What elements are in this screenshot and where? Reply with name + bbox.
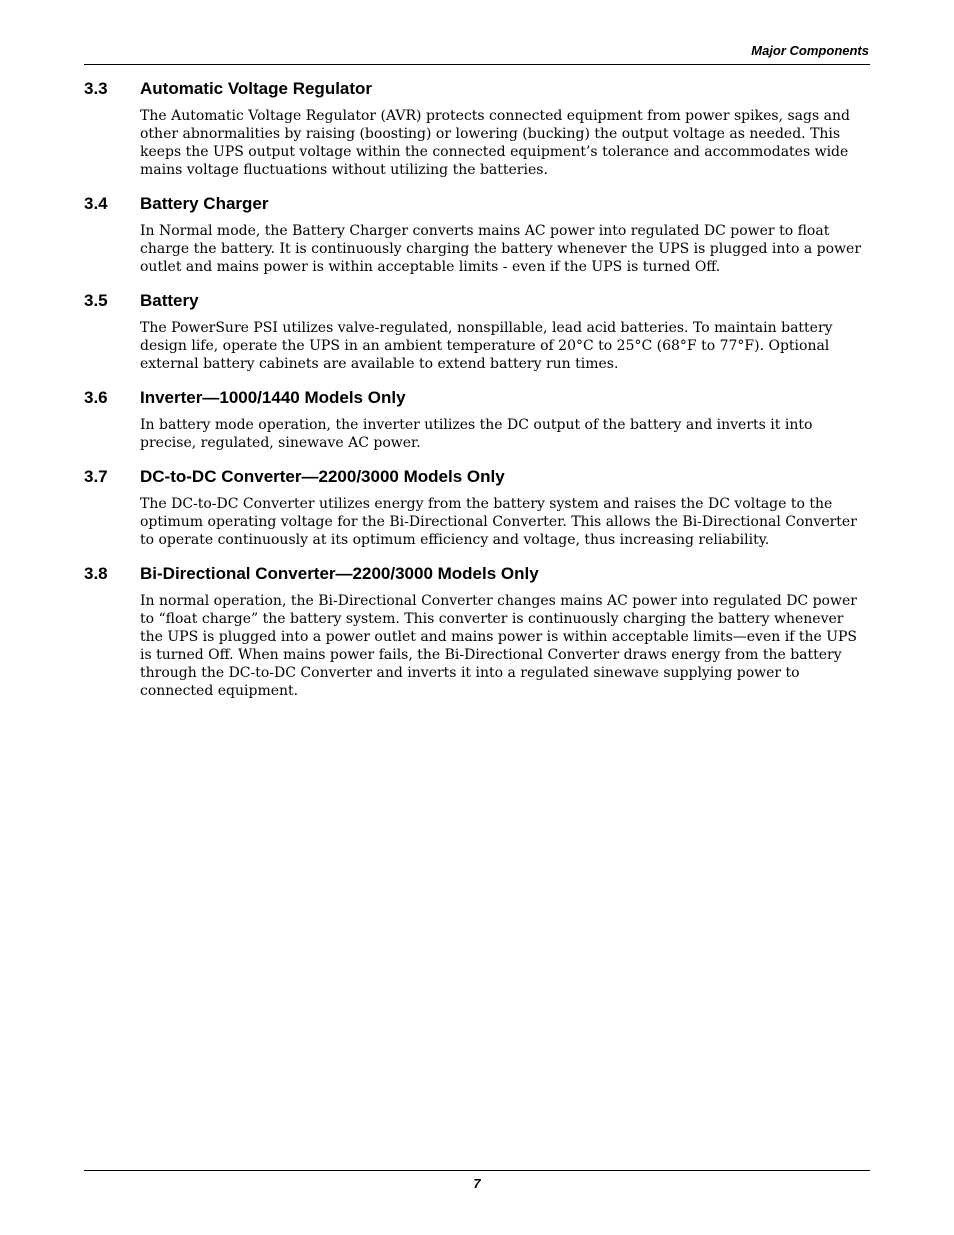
- header-rule: [84, 64, 870, 65]
- page-number: 7: [473, 1176, 481, 1191]
- page-content: [84, 78, 870, 714]
- section-heading: [84, 290, 870, 312]
- section-number: 3.5: [84, 291, 108, 310]
- section-number: 3.8: [84, 564, 108, 583]
- footer-rule: [84, 1170, 870, 1171]
- running-header: Major Components: [751, 43, 869, 58]
- section-paragraph: The PowerSure PSI utilizes valve-regulated, nonspillable, lead acid batteries. To maintain battery design life, operate the UPS in an ambient temperature of 20°C to 25°C (68°F to 77°F). Optional external battery cabinets are available to extend battery run times.: [140, 320, 833, 372]
- section-title: Bi-Directional Converter—2200/3000 Models Only: [140, 564, 539, 583]
- section-heading: [84, 78, 870, 100]
- section-3-5: [84, 290, 870, 373]
- section-paragraph: The DC-to-DC Converter utilizes energy from the battery system and raises the DC voltage to the optimum operating voltage for the Bi-Directional Converter. This allows the Bi-Directional Converter to operate continuously at its optimum efficiency and voltage, thus increasing reliability.: [140, 496, 857, 548]
- section-paragraph: In Normal mode, the Battery Charger converts mains AC power into regulated DC power to float charge the battery. It is continuously charging the battery whenever the UPS is plugged into a power outlet and mains power is within acceptable limits - even if the UPS is turned Off.: [140, 223, 862, 275]
- section-heading: [84, 563, 870, 585]
- section-paragraph: The Automatic Voltage Regulator (AVR) protects connected equipment from power spikes, sags and other abnormalities by raising (boosting) or lowering (bucking) the output voltage as needed. This keeps the UPS output voltage within the connected equipment’s tolerance and accommodates wide mains voltage fluctuations without utilizing the batteries.: [140, 108, 850, 178]
- section-heading: [84, 387, 870, 409]
- section-number: 3.6: [84, 388, 108, 407]
- section-title: Inverter—1000/1440 Models Only: [140, 388, 406, 407]
- section-title: Battery Charger: [140, 194, 269, 213]
- section-paragraph: In battery mode operation, the inverter utilizes the DC output of the battery and inverts it into precise, regulated, sinewave AC power.: [140, 417, 813, 451]
- section-3-8: [84, 563, 870, 700]
- section-3-4: [84, 193, 870, 276]
- section-title: Battery: [140, 291, 199, 310]
- section-3-7: [84, 466, 870, 549]
- section-3-3: [84, 78, 870, 179]
- section-heading: [84, 193, 870, 215]
- section-number: 3.7: [84, 467, 108, 486]
- section-title: DC-to-DC Converter—2200/3000 Models Only: [140, 467, 505, 486]
- section-heading: [84, 466, 870, 488]
- section-title: Automatic Voltage Regulator: [140, 79, 373, 98]
- section-paragraph: In normal operation, the Bi-Directional Converter changes mains AC power into regulated DC power to “float charge” the battery system. This converter is continuously charging the battery whenever the UPS is plugged into a power outlet and mains power is within acceptable limits—even if the UPS is turned Off. When mains power fails, the Bi-Directional Converter draws energy from the battery through the DC-to-DC Converter and inverts it into a regulated sinewave supplying power to connected equipment.: [140, 593, 858, 699]
- section-number: 3.4: [84, 194, 108, 213]
- section-number: 3.3: [84, 79, 108, 98]
- section-3-6: [84, 387, 870, 452]
